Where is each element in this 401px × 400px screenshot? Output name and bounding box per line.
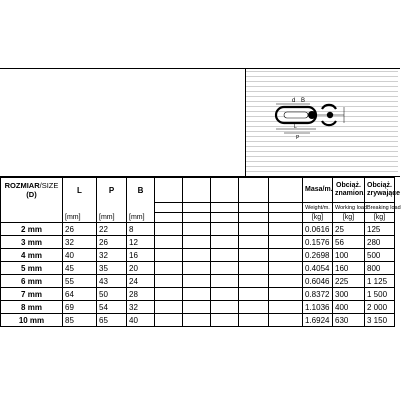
chain-link-side-bottom (322, 121, 336, 125)
cell-P: 54 (97, 301, 127, 314)
blank-cell (211, 301, 239, 314)
cell-B: 40 (127, 314, 155, 327)
blank-cell (155, 288, 183, 301)
cell-working: 100 (333, 249, 365, 262)
cell-mass: 0.6046 (303, 275, 333, 288)
cell-size: 7 mm (1, 288, 63, 301)
blank-cell (155, 275, 183, 288)
cell-mass: 1.6924 (303, 314, 333, 327)
cell-breaking: 500 (365, 249, 395, 262)
cell-size: 8 mm (1, 301, 63, 314)
blank-unit (211, 213, 239, 223)
blank-sub (127, 203, 155, 213)
blank-cell (239, 236, 269, 249)
table-units-row (1, 213, 395, 223)
cell-size: 10 mm (1, 314, 63, 327)
cell-breaking: 1 500 (365, 288, 395, 301)
blank-cell (239, 249, 269, 262)
blank-unit (1, 213, 63, 223)
cell-P: 22 (97, 223, 127, 236)
blank-cell (211, 288, 239, 301)
cell-B: 16 (127, 249, 155, 262)
diagram-label-B: B (301, 98, 306, 104)
unit-L: [mm] (63, 213, 97, 223)
blank-cell (211, 236, 239, 249)
table-header-row (1, 178, 395, 203)
cell-breaking: 280 (365, 236, 395, 249)
chain-link-side-top (322, 105, 336, 109)
cell-breaking: 800 (365, 262, 395, 275)
cell-working: 56 (333, 236, 365, 249)
blank-cell (239, 223, 269, 236)
blank-cell (211, 223, 239, 236)
cell-breaking: 3 150 (365, 314, 395, 327)
blank-cell (183, 314, 211, 327)
blank-cell (211, 275, 239, 288)
working-load-subheader: Working load (333, 203, 365, 213)
blank-cell (269, 314, 303, 327)
cell-L: 26 (63, 223, 97, 236)
cell-L: 85 (63, 314, 97, 327)
blank-cell (183, 288, 211, 301)
blank-cell (269, 275, 303, 288)
col-header-B: B (127, 178, 155, 203)
blank-cell (155, 236, 183, 249)
cell-size: 6 mm (1, 275, 63, 288)
blank-cell (183, 236, 211, 249)
cell-P: 43 (97, 275, 127, 288)
unit-P: [mm] (97, 213, 127, 223)
diagram-label-L: L (294, 124, 297, 130)
table-row (1, 314, 395, 327)
table-row (1, 223, 395, 236)
blank-sub (239, 203, 269, 213)
cell-working: 630 (333, 314, 365, 327)
blank-cell (155, 262, 183, 275)
blank-cell (239, 262, 269, 275)
blank-cell (269, 236, 303, 249)
cell-P: 32 (97, 249, 127, 262)
blank-header (269, 178, 303, 203)
cell-B: 8 (127, 223, 155, 236)
cell-breaking: 1 125 (365, 275, 395, 288)
chain-link-inner (284, 112, 308, 118)
table-subheader-row (1, 203, 395, 213)
blank-cell (269, 262, 303, 275)
cell-B: 28 (127, 288, 155, 301)
blank-cell (155, 314, 183, 327)
cell-size: 4 mm (1, 249, 63, 262)
blank-header (239, 178, 269, 203)
cell-working: 225 (333, 275, 365, 288)
cell-working: 400 (333, 301, 365, 314)
cell-P: 65 (97, 314, 127, 327)
blank-cell (239, 275, 269, 288)
cell-breaking: 2 000 (365, 301, 395, 314)
blank-cell (211, 249, 239, 262)
col-header-P: P (97, 178, 127, 203)
unit-breaking: [kg] (365, 213, 395, 223)
size-header: ROZMIAR/SIZE (D) (1, 178, 63, 203)
cell-mass: 0.1576 (303, 236, 333, 249)
blank-sub (97, 203, 127, 213)
table-row (1, 236, 395, 249)
diagram-label-d: d (292, 98, 296, 104)
blank-sub (155, 203, 183, 213)
blank-header (211, 178, 239, 203)
table-row (1, 249, 395, 262)
blank-cell (239, 301, 269, 314)
table-body (1, 223, 395, 327)
blank-cell (211, 262, 239, 275)
cell-L: 40 (63, 249, 97, 262)
cell-L: 45 (63, 262, 97, 275)
blank-cell (183, 223, 211, 236)
cell-mass: 0.4054 (303, 262, 333, 275)
blank-cell (239, 314, 269, 327)
cell-L: 69 (63, 301, 97, 314)
cell-B: 12 (127, 236, 155, 249)
blank-cell (183, 262, 211, 275)
blank-cell (155, 249, 183, 262)
blank-unit (183, 213, 211, 223)
cell-B: 20 (127, 262, 155, 275)
table-row (1, 301, 395, 314)
cell-mass: 0.0616 (303, 223, 333, 236)
blank-sub (269, 203, 303, 213)
cell-P: 50 (97, 288, 127, 301)
chain-link-joint (308, 111, 316, 119)
blank-sub (211, 203, 239, 213)
cell-size: 5 mm (1, 262, 63, 275)
blank-sub (183, 203, 211, 213)
unit-mass: [kg] (303, 213, 333, 223)
cell-B: 24 (127, 275, 155, 288)
chain-diagram-panel (245, 69, 398, 176)
blank-cell (239, 288, 269, 301)
unit-working: [kg] (333, 213, 365, 223)
blank-cell (269, 249, 303, 262)
cell-size: 2 mm (1, 223, 63, 236)
diagram-label-P: P (296, 135, 300, 141)
cell-breaking: 125 (365, 223, 395, 236)
cell-mass: 1.1036 (303, 301, 333, 314)
cell-P: 35 (97, 262, 127, 275)
blank-header (183, 178, 211, 203)
cell-mass: 0.8372 (303, 288, 333, 301)
unit-B: [mm] (127, 213, 155, 223)
blank-sub (63, 203, 97, 213)
table-row (1, 288, 395, 301)
col-header-L: L (63, 178, 97, 203)
breaking-load-subheader: Breaking load (365, 203, 395, 213)
blank-cell (155, 223, 183, 236)
blank-cell (183, 301, 211, 314)
blank-cell (269, 301, 303, 314)
breaking-load-header: Obciąż. zrywające (365, 178, 395, 203)
table-row (1, 262, 395, 275)
cell-mass: 0.2698 (303, 249, 333, 262)
table-row (1, 275, 395, 288)
cell-working: 25 (333, 223, 365, 236)
blank-cell (155, 301, 183, 314)
cell-L: 55 (63, 275, 97, 288)
chain-link-diagram (246, 69, 398, 176)
blank-unit (155, 213, 183, 223)
cell-working: 160 (333, 262, 365, 275)
blank-unit (269, 213, 303, 223)
cell-working: 300 (333, 288, 365, 301)
chain-spec-table (0, 177, 401, 327)
blank-cell (211, 314, 239, 327)
blank-cell (183, 275, 211, 288)
cell-B: 32 (127, 301, 155, 314)
cell-L: 64 (63, 288, 97, 301)
cell-size: 3 mm (1, 236, 63, 249)
mass-subheader: Weight/m. (303, 203, 333, 213)
blank-cell (269, 288, 303, 301)
mass-header: Masa/m. (303, 178, 333, 203)
cell-L: 32 (63, 236, 97, 249)
blank-cell (269, 223, 303, 236)
blank-header (155, 178, 183, 203)
blank-unit (239, 213, 269, 223)
working-load-header: Obciąż. znamion. (333, 178, 365, 203)
cell-P: 26 (97, 236, 127, 249)
blank-cell (183, 249, 211, 262)
blank-sub (1, 203, 63, 213)
